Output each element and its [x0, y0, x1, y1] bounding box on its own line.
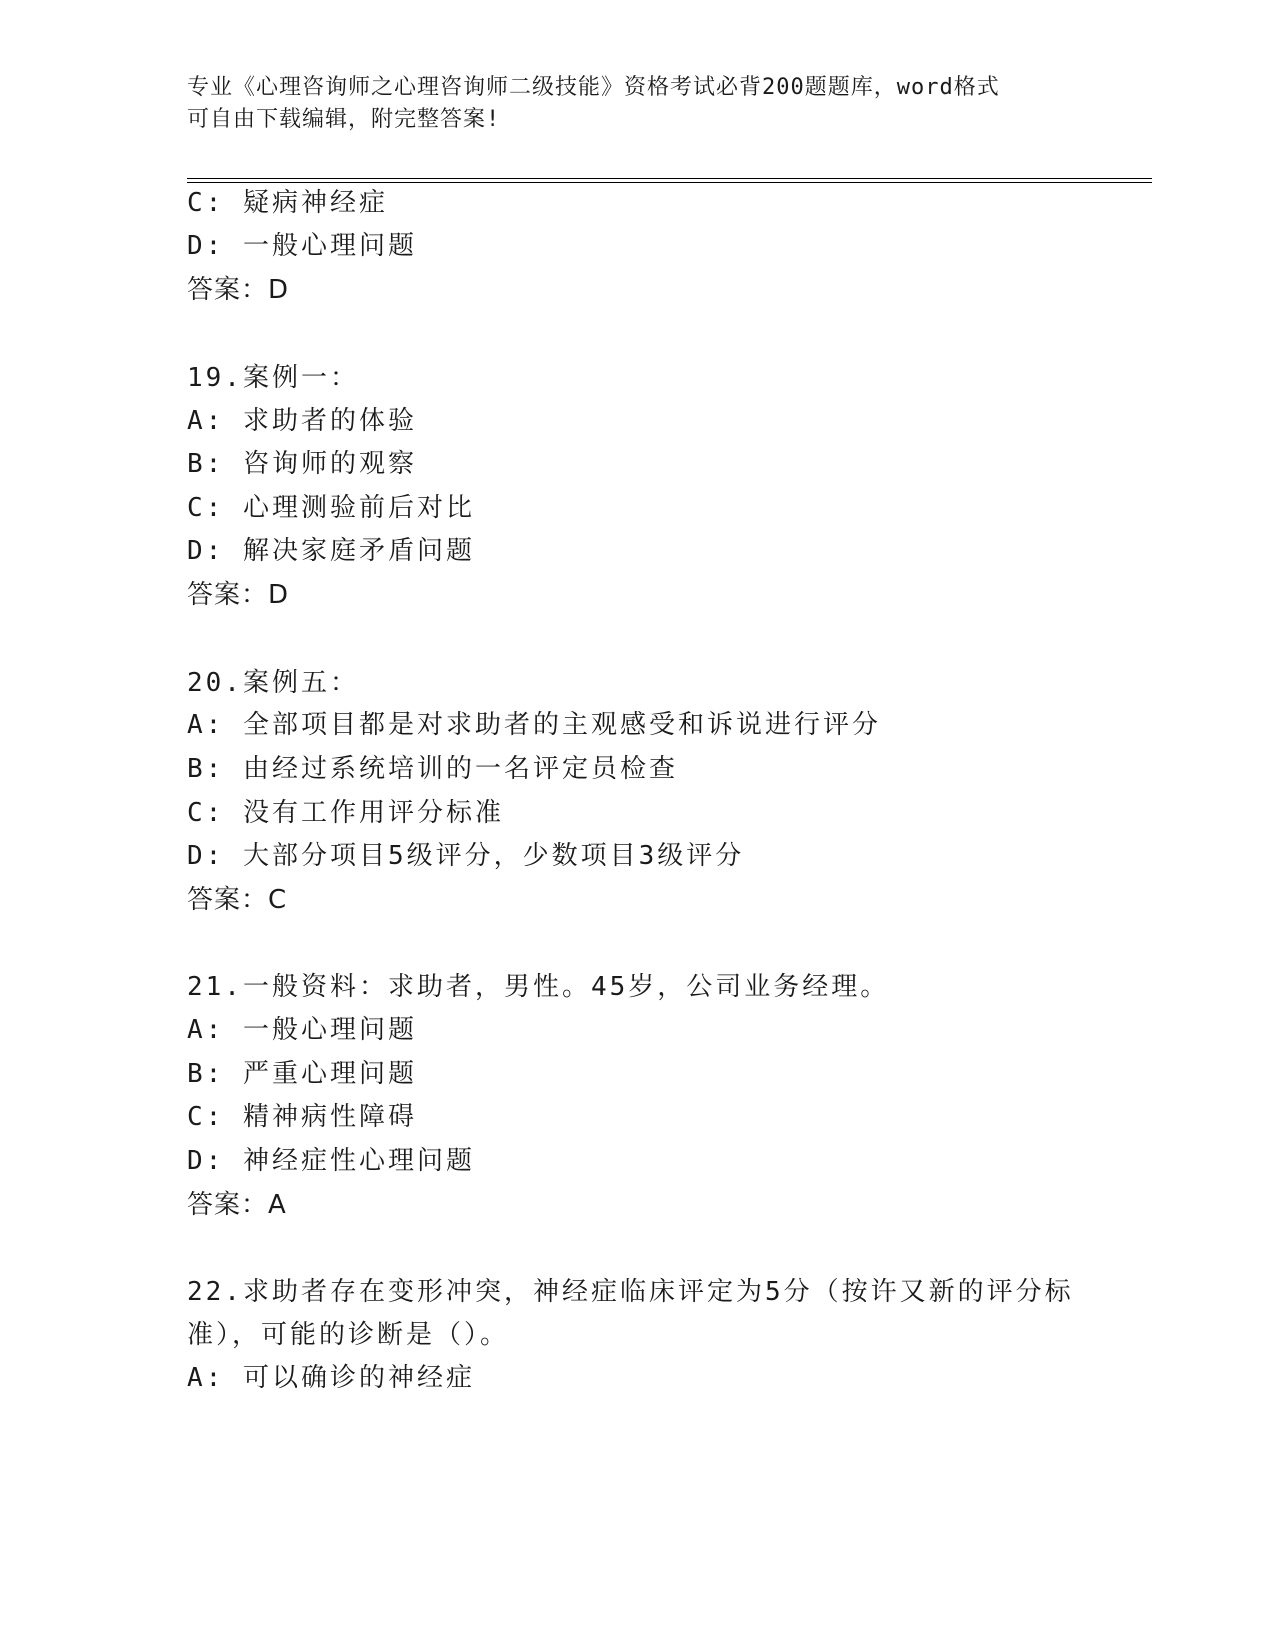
q19-answer: 答案：D [187, 580, 290, 610]
header-divider-top [187, 178, 1152, 179]
q21-option-d: D: 神经症性心理问题 [187, 1146, 475, 1176]
q22-title-line-1: 22.求助者存在变形冲突，神经症临床评定为5分（按许又新的评分标 [187, 1277, 1074, 1307]
q19-title: 19.案例一： [187, 363, 359, 393]
header-line-2: 可自由下载编辑，附完整答案! [187, 107, 501, 132]
q20-answer: 答案：C [187, 885, 288, 915]
header-line-1: 专业《心理咨询师之心理咨询师二级技能》资格考试必背200题题库，word格式 [187, 75, 1000, 100]
q21-option-b: B: 严重心理问题 [187, 1059, 417, 1089]
header-divider-bottom [187, 182, 1152, 183]
q19-option-a: A: 求助者的体验 [187, 406, 417, 436]
q20-title: 20.案例五： [187, 668, 359, 698]
q20-option-a: A: 全部项目都是对求助者的主观感受和诉说进行评分 [187, 710, 881, 740]
q21-answer: 答案：A [187, 1190, 287, 1220]
q21-title: 21.一般资料：求助者，男性。45岁，公司业务经理。 [187, 972, 890, 1002]
q18-option-c: C: 疑病神经症 [187, 188, 388, 218]
q19-option-c: C: 心理测验前后对比 [187, 493, 475, 523]
q21-option-a: A: 一般心理问题 [187, 1015, 417, 1045]
q20-option-c: C: 没有工作用评分标准 [187, 798, 504, 828]
q21-option-c: C: 精神病性障碍 [187, 1102, 417, 1132]
q22-option-a: A: 可以确诊的神经症 [187, 1363, 475, 1393]
q18-answer: 答案：D [187, 275, 290, 305]
document-header [187, 72, 1087, 136]
q19-option-b: B: 咨询师的观察 [187, 449, 417, 479]
q22-title-line-2: 准），可能的诊断是（）。 [187, 1320, 510, 1350]
q20-option-b: B: 由经过系统培训的一名评定员检查 [187, 754, 678, 784]
q18-option-d: D: 一般心理问题 [187, 231, 417, 261]
q19-option-d: D: 解决家庭矛盾问题 [187, 536, 475, 566]
q20-option-d: D: 大部分项目5级评分，少数项目3级评分 [187, 841, 745, 871]
